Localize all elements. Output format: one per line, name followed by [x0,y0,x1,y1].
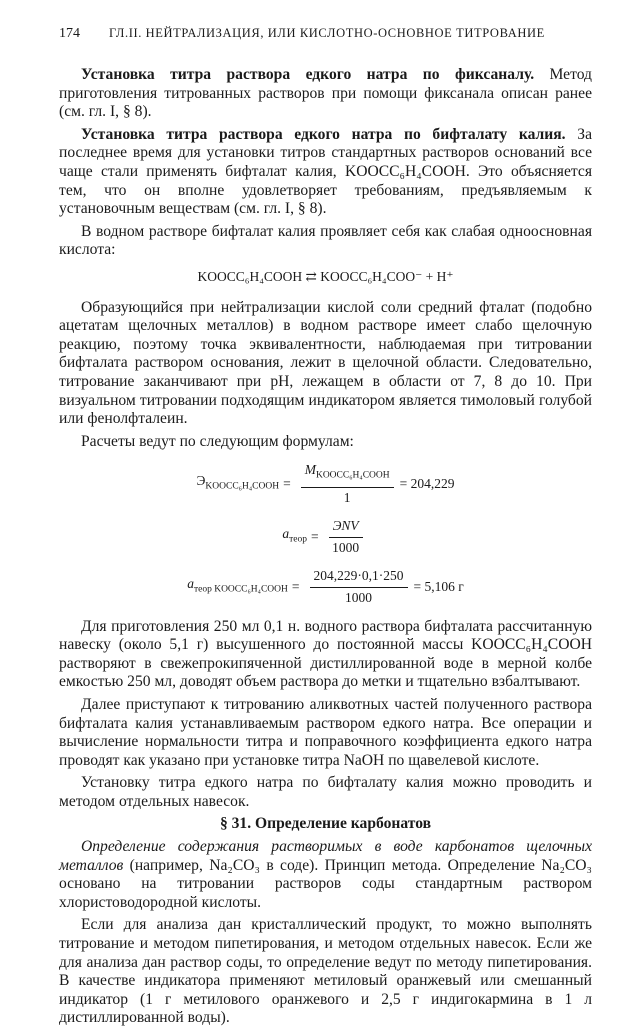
paragraph-weak-acid: В водном растворе бифталат калия проявляет себя как слабая одноосновная кислота: [59,222,592,259]
formula-lhs: $Э_{KOOCC_6H_4COOH}$ [196,473,280,492]
paragraph-text: Метод приготовления титрованных растворов при помощи фиксанала описан ранее (см. гл. I, § 8). [59,66,592,121]
paragraph-carbonates [59,838,592,912]
formula-fraction: $\frac{\text{ЭNV}}{1000}$ [329,517,363,557]
paragraph-lead: Установка титра раствора едкого натра по фиксаналу. [81,66,535,83]
running-title: ГЛ.II. НЕЙТРАЛИЗАЦИЯ, ИЛИ КИСЛОТНО-ОСНОВНОЕ ТИТРОВАНИЕ [109,26,545,40]
paragraph-preparation: Для приготовления 250 мл 0,1 н. водного раствора бифталата рассчитанную навеску (около 5,1 г) высушенного до постоянной массы KOOCC₆H₄COOH растворяют в свежепрокипяченной дистиллированной воде в мерной колбе емкостью 250 мл, доводят объем раствора до метки и тщательно взбалтывают. [59,617,592,691]
paragraph-italic-lead: Определение содержания растворимых в воде карбонатов щелочных металлов [59,838,592,874]
formula-rhs: = 5,106 г [413,579,464,595]
paragraph-crystalline: Если для анализа дан кристаллический продукт, то можно выполнять титрование и методом пипетирования, и методом отдельных навесок. Если же для анализа дан раствор соды, то определение ведут по методу пипетирования. В качестве индикатора применяют метиловый оранжевый или смешанный индикатор (1 г метилового оранжевого и 2,5 г индигокармина в 1 л дистиллированной воды). [59,916,592,1027]
paragraph-calc-intro: Расчеты ведут по следующим формулам: [81,432,354,450]
formula-fraction: $\frac{204,229\cdot 0,1\cdot 250}{1000}$ [310,567,408,607]
paragraph-separate-samples: Установку титра едкого натра по бифталату калия можно проводить и методом отдельных навесок. [59,774,592,810]
paragraph-text: За последнее время для установки титров стандартных растворов оснований все чаще стали применять бифталат калия, KOOCC₆H₄COOH. Это объясняется тем, что он вполне удовлетворяет требованиям, предъявляемым к установочным веществам (см. гл. I, § 8). [59,125,592,218]
paragraph-biphthalate [59,126,592,219]
paragraph-lead: Установка титра раствора едкого натра по бифталату калия. [81,125,566,143]
page-body [59,66,592,1028]
formula-calculated-mass: $a_{теор KOOCC_6H_4COOH}$ = $\frac{204,229\cdot 0,1\cdot 250}{1000}$ = 5,106 г [59,567,592,607]
page-number: 174 [59,26,80,41]
formula-equivalent: $Э_{KOOCC_6H_4COOH}$ = $\frac{M_{KOOCC_6H_4COOH}}{1}$ = 204,229 [59,461,592,507]
section-heading: § 31. Определение карбонатов [219,815,432,833]
paragraph-text: (например, Na₂CO₃ в соде). Принцип метода. Определение Na₂CO₃ основано на титровании растворов соды стандартным раствором хлористоводородной кислоты. [59,856,592,911]
paragraph-titration: Далее приступают к титрованию аликвотных частей полученного раствора бифталата калия устанавливаемым раствором едкого натра. Все операции и вычисление нормальности титра и поправочного коэффициента едкого натра проводят как указано при установке титра NaOH по щавелевой кислоте. [59,695,592,769]
reaction-equation: KOOCC₆H₄COOH ⇄ KOOCC₆H₄COO⁻ + H⁺ [197,268,454,284]
formula-lhs: $a_{теор}$ [282,526,307,545]
formula-lhs: $a_{теор KOOCC_6H_4COOH}$ [187,576,288,595]
paragraph-fixanal [59,66,592,122]
formula-fraction: $\frac{M_{KOOCC_6H_4COOH}}{1}$ [301,461,394,507]
formula-rhs: = 204,229 [399,475,455,491]
formula-theoretical: $a_{теор}$ = $\frac{\text{ЭNV}}{1000}$ [59,517,592,557]
paragraph-neutralization: Образующийся при нейтрализации кислой соли средний фталат (подобно ацетатам щелочных металлов) в водном растворе имеет слабо щелочную реакцию, поэтому точка эквивалентности, наблюдаемая при титровании бифталата раствором основания, лежит в щелочной области. Следовательно, титрование заканчивают при pH, лежащем в области от 7, 8 до 10. При визуальном титровании подходящим индикатором является тимоловый голубой или фенолфталеин. [59,298,592,428]
running-header [59,26,592,46]
